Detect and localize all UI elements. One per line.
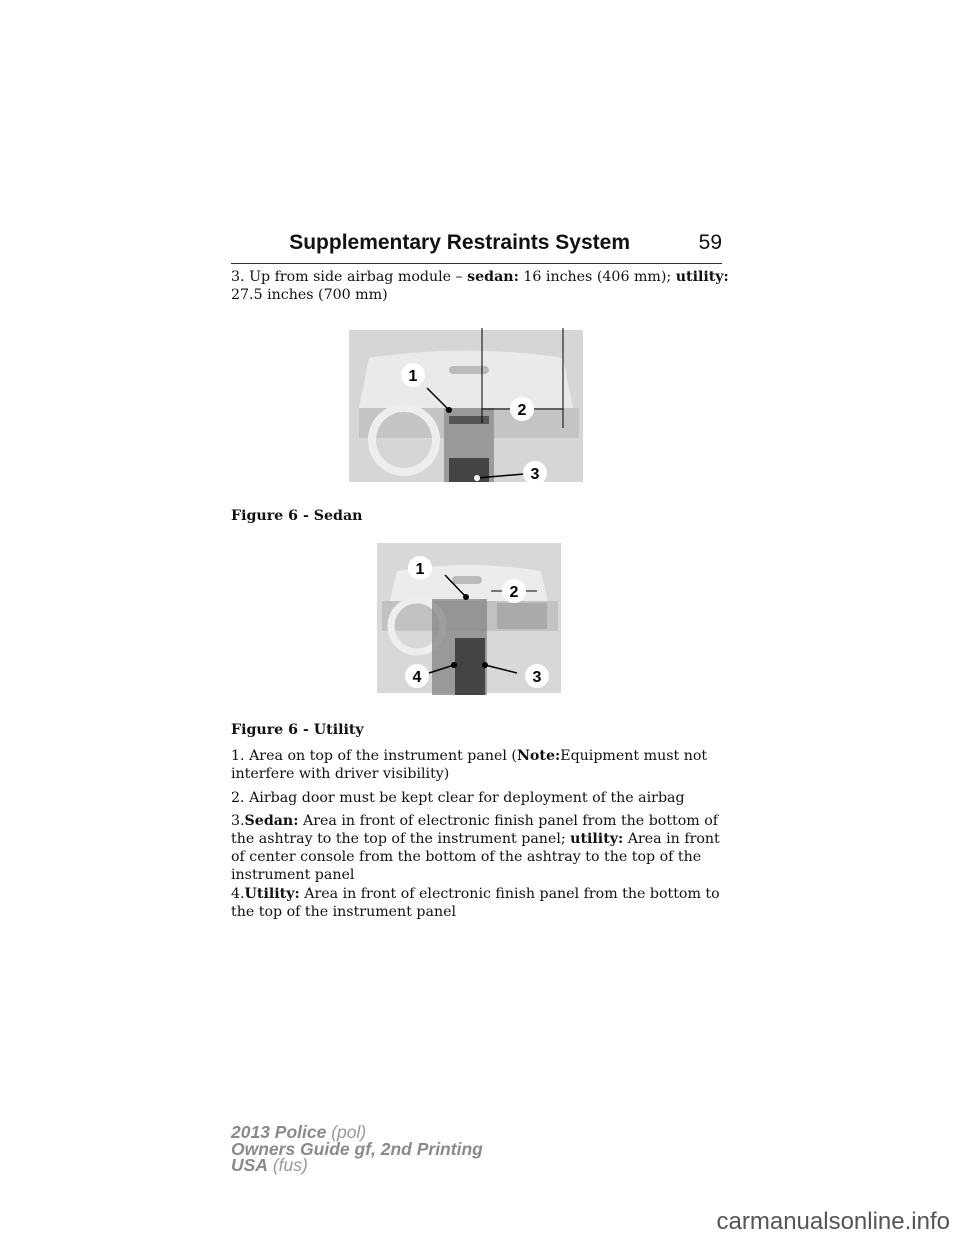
footer-guide: Owners Guide gf, 2nd Printing: [231, 1138, 483, 1159]
footer-code: (pol): [331, 1122, 367, 1142]
footer-region: USA: [231, 1155, 268, 1175]
list-item: [231, 812, 731, 884]
section-title: Supplementary Restraints System: [289, 231, 630, 254]
item-number: 3.: [231, 269, 245, 285]
callout-3: 3: [532, 669, 542, 686]
callout-2: 2: [509, 584, 519, 601]
list-item: [231, 747, 731, 783]
item-number: 2.: [231, 790, 245, 806]
item-text: Equipment must not interfere with driver visibility): [231, 748, 708, 782]
callout-3: 3: [530, 466, 540, 483]
callout-1: 1: [408, 368, 418, 385]
figure-caption-utility: Figure 6 - Utility: [231, 722, 364, 738]
sedan-dashboard-figure: [349, 328, 585, 484]
watermark: carmanualsonline.info: [716, 1208, 950, 1235]
item-text: Area in front of center console from the bottom of the ashtray to the top of the instrument panel: [231, 831, 720, 883]
utility-label: Utility:: [244, 886, 300, 902]
sedan-text: 16 inches (406 mm);: [523, 269, 672, 285]
item-text: Airbag door must be kept clear for deployment of the airbag: [249, 790, 685, 806]
utility-label: utility:: [675, 269, 729, 285]
item-number: 1.: [231, 748, 245, 764]
callout-4: 4: [412, 669, 422, 686]
item-number: 3.: [231, 813, 245, 829]
intro-text: Up from side airbag module –: [249, 269, 463, 285]
callout-1: 1: [415, 561, 425, 578]
list-item: [231, 885, 731, 921]
item-text: Area in front of electronic finish panel from the bottom of the ashtray to the top of the instrument panel;: [231, 813, 719, 847]
note-label: Note:: [516, 748, 561, 764]
utility-dashboard-figure: [377, 541, 563, 695]
page-header: [231, 229, 722, 264]
footer-model: 2013 Police: [231, 1122, 327, 1142]
callout-2: 2: [517, 402, 527, 419]
footer: [231, 1124, 483, 1174]
footer-region-code: (fus): [272, 1155, 308, 1175]
sedan-label: sedan:: [467, 269, 519, 285]
utility-label: utility:: [570, 831, 624, 847]
utility-text: 27.5 inches (700 mm): [231, 287, 388, 303]
item-number: 4.: [231, 886, 245, 902]
sedan-label: Sedan:: [244, 813, 299, 829]
item-text: Area on top of the instrument panel (: [249, 748, 517, 764]
list-item: [231, 789, 731, 807]
item-text: Area in front of electronic finish panel from the bottom to the top of the instrument panel: [231, 886, 720, 920]
page-number: 59: [698, 231, 722, 254]
intro-paragraph: [231, 268, 731, 304]
figure-caption-sedan: Figure 6 - Sedan: [231, 508, 363, 524]
